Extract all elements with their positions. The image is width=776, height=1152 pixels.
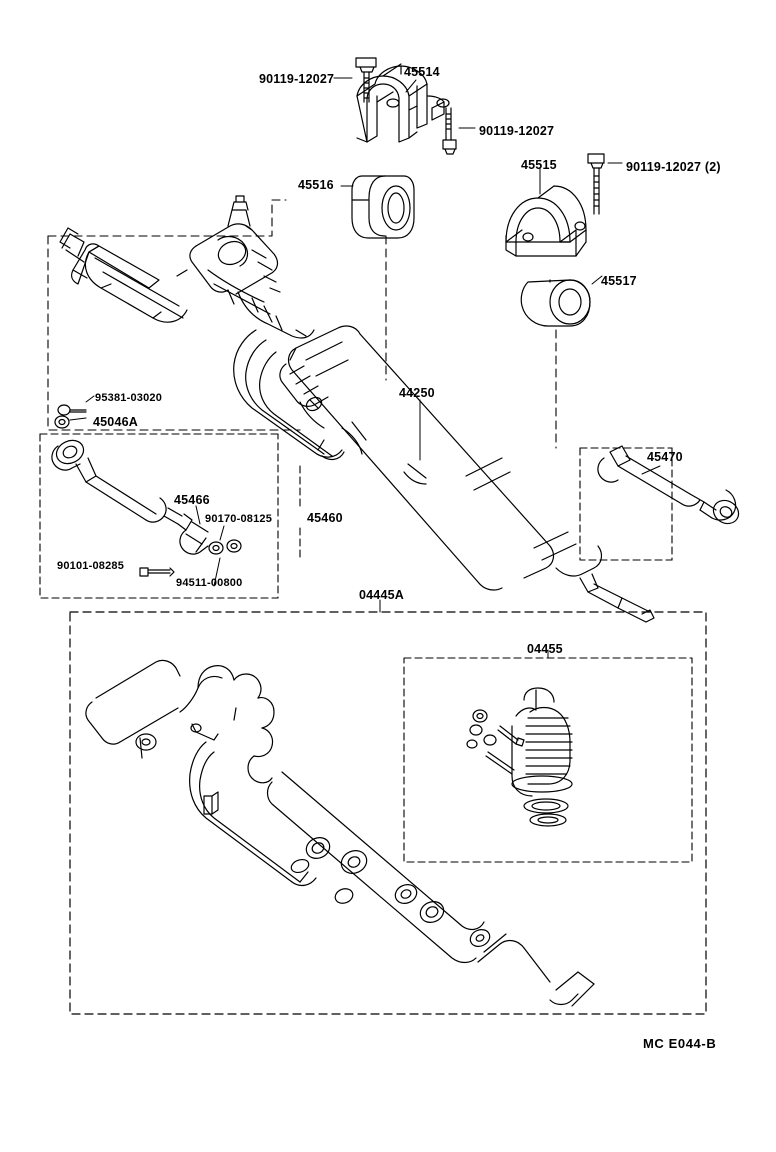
part-label-94511-00800: 94511-00800	[176, 577, 243, 589]
part-label-04445a: 04445A	[359, 588, 404, 602]
part-label-90119-12027-left: 90119-12027	[259, 72, 335, 86]
part-label-90119-12027-middle: 90119-12027	[479, 124, 555, 138]
gear-assembly-44250-icon	[60, 196, 654, 622]
part-label-45516: 45516	[298, 178, 334, 192]
part-label-45517: 45517	[601, 274, 637, 288]
part-label-04455: 04455	[527, 642, 563, 656]
part-label-44250: 44250	[399, 386, 435, 400]
part-label-90170-08125: 90170-08125	[205, 513, 273, 525]
part-label-45515: 45515	[521, 158, 557, 172]
part-label-45046a: 45046A	[93, 415, 138, 429]
part-label-45470: 45470	[647, 450, 683, 464]
part-label-45514: 45514	[404, 65, 440, 79]
bolt-top-middle-icon	[443, 108, 456, 154]
diagram-footer-code: MC E044-B	[643, 1036, 717, 1051]
grommet-45516-icon	[352, 176, 414, 238]
part-label-90101-08285: 90101-08285	[57, 560, 125, 572]
clamp-45515-icon	[506, 186, 586, 256]
cotter-pin-95381-icon	[58, 405, 86, 415]
bushing-45517-icon	[521, 280, 590, 326]
tie-rod-45460-icon	[52, 436, 241, 576]
part-label-45460: 45460	[307, 511, 343, 525]
bolt-top-left-icon	[356, 58, 376, 102]
part-label-90119-12027-pair: 90119-12027 (2)	[626, 160, 721, 174]
nut-45046a-icon	[55, 416, 69, 428]
bolt-top-right-icon	[588, 154, 604, 214]
part-label-45466: 45466	[174, 493, 210, 507]
part-label-95381-03020: 95381-03020	[95, 392, 163, 404]
boot-kit-04455-illustration	[467, 688, 572, 826]
overhaul-kit-04445a-illustration	[86, 660, 594, 1006]
